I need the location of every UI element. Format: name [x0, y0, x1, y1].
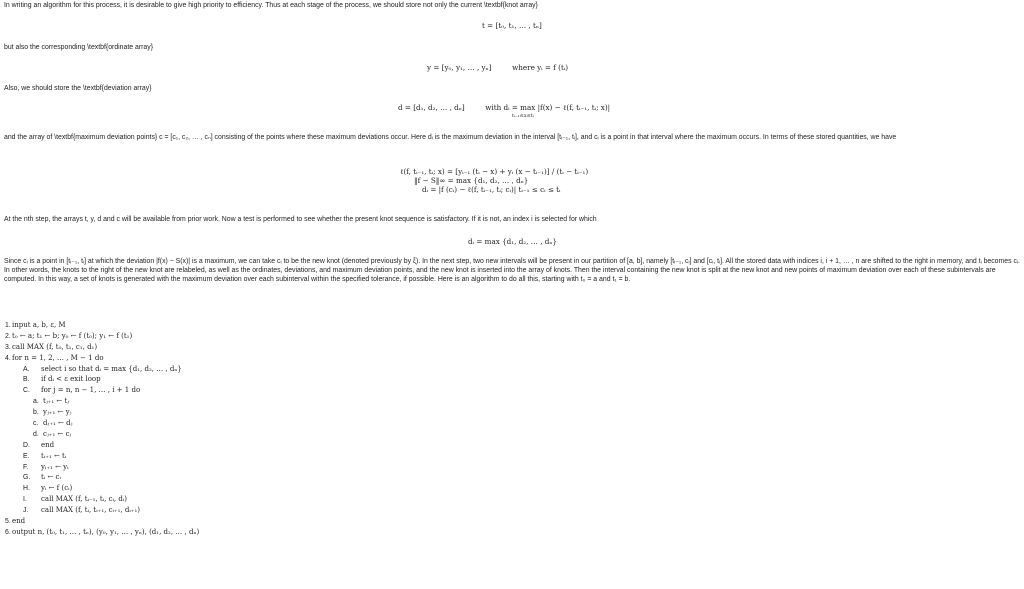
- norm-equation: ‖f − S‖∞ = max {d₁, d₂, … , dₙ}: [414, 176, 529, 185]
- algorithm-step-text: dⱼ₊₁ ← dⱼ: [43, 419, 73, 428]
- interpolant-equation: ℓ(f, tᵢ₋₁, tᵢ; x) = [yᵢ₋₁ (tᵢ − x) + yᵢ (x − tᵢ₋₁)] / (tᵢ − tᵢ₋₁): [400, 167, 589, 176]
- algorithm-step-label: B.: [23, 376, 30, 384]
- algorithm-step-text: end: [12, 517, 26, 526]
- algorithm-step: [5, 396, 199, 407]
- algorithm-step-label: F.: [23, 463, 29, 471]
- deviation-array: d = [d₁, d₂, … , dₙ]: [398, 103, 465, 112]
- algorithm-step: [5, 353, 199, 364]
- algorithm-step: [5, 407, 199, 418]
- algorithm-step-label: 4.: [5, 354, 11, 362]
- algorithm-step-text: tᵢ ← cᵢ: [41, 473, 61, 482]
- algorithm-step: [5, 483, 199, 494]
- algorithm-list: [5, 320, 199, 538]
- algorithm-step-label: 5.: [5, 518, 11, 526]
- algorithm-step-label: 2.: [5, 332, 11, 340]
- ordinate-array: y = [y₀, y₁, … , yₙ]: [427, 63, 492, 72]
- algorithm-step: [5, 385, 199, 396]
- algorithm-step-label: H.: [23, 485, 30, 493]
- algorithm-step: [5, 331, 199, 342]
- algorithm-step-label: E.: [23, 452, 30, 460]
- algorithm-step-text: cⱼ₊₁ ← cⱼ: [43, 429, 72, 438]
- deviation-rhs: |f(x) − ℓ(f, tᵢ₋₁, tᵢ; x)|: [537, 103, 611, 112]
- algorithm-step-label: a.: [33, 398, 39, 406]
- algorithm-step-text: if dᵢ < ε exit loop: [41, 375, 101, 384]
- algorithm-step-text: call MAX (f, t₀, t₁, c₁, d₁): [12, 342, 98, 351]
- algorithm-step-label: d.: [33, 430, 39, 438]
- algorithm-step-text: call MAX (f, tᵢ, tᵢ₊₁, cᵢ₊₁, dᵢ₊₁): [41, 506, 140, 515]
- max-deviation-paragraph: and the array of \textbf{maximum deviation points} c = [c₁, c₂, … , cₙ] consisting of the points where these maximum deviations occur. Here dᵢ is the maximum deviation in the interval [tᵢ₋₁, tᵢ], and cᵢ is a point in that interval where the maximum occurs. In terms of these stored quantities, we have: [4, 134, 897, 141]
- algorithm-step: [5, 429, 199, 440]
- algorithm-step-label: I.: [23, 496, 27, 504]
- algorithm-step-text: for n = 1, 2, … , M − 1 do: [12, 353, 104, 362]
- algorithm-step-text: tᵢ₊₁ ← tᵢ: [41, 451, 67, 460]
- ordinate-array-equation: [427, 63, 568, 72]
- algorithm-step: [5, 440, 199, 451]
- algorithm-step: [5, 418, 199, 429]
- algorithm-step-label: C.: [23, 387, 30, 395]
- knot-array-equation: t = [t₀, t₁, … , tₙ]: [482, 21, 542, 30]
- stored-quantities-system: [400, 167, 588, 194]
- algorithm-step-text: output n, (t₀, t₁, … , tₙ), (y₀, y₁, … , yₙ), (d₁, d₂, … , dₙ): [12, 527, 200, 536]
- algorithm-step: [5, 527, 199, 538]
- since-paragraph: Since cᵢ is a point in [tᵢ₋₁, tᵢ] at which the deviation |f(x) − S(x)| is a maximum, we can take cᵢ to be the new knot (denoted previously by ξ). In the next step, two new intervals will be present in our partition of [a, b], namely [tᵢ₋₁, cᵢ] and [cᵢ, tᵢ]. All the stored data with indices i, i + 1, … , n are shifted to the right in memory, and tᵢ becomes cᵢ. In other words, the knots to the right of the new knot are relabeled, as well as the ordinates, deviations, and maximum deviation points, and the new knot is inserted into the array of knots. Then the interval containing the new knot is split at the new knot and new points of maximum deviation over each of these subintervals are computed. In this way, a set of knots is generated with the maximum deviation over each subinterval within the specified tolerance, if possible. Here is an algorithm to do all this, starting with t₀ = a and t₁ = b.: [4, 258, 1020, 283]
- algorithm-step-text: t₀ ← a; t₁ ← b; y₀ ← f (t₀); y₁ ← f (t₁): [12, 331, 133, 340]
- algorithm-step-label: D.: [23, 441, 30, 449]
- algorithm-step: [5, 472, 199, 483]
- select-index-equation: dᵢ = max {d₁, d₂, … , dₙ}: [468, 237, 558, 246]
- algorithm-step: [5, 494, 199, 505]
- algorithm-step: [5, 320, 199, 331]
- algorithm-step: [5, 342, 199, 353]
- deviation-with: with dᵢ = max: [485, 103, 536, 112]
- algorithm-step-label: b.: [33, 409, 39, 417]
- ordinate-where: where yᵢ = f (tᵢ): [512, 63, 569, 72]
- algorithm-step-label: c.: [33, 420, 39, 428]
- deviation-max-subscript: tᵢ₋₁≤x≤tᵢ: [512, 113, 534, 119]
- algorithm-step: [5, 451, 199, 462]
- algorithm-step-text: call MAX (f, tᵢ₋₁, tᵢ, cᵢ, dᵢ): [41, 495, 127, 504]
- algorithm-step-text: end: [41, 440, 55, 449]
- algorithm-step-label: G.: [23, 474, 31, 482]
- step-paragraph: At the nth step, the arrays t, y, d and c will be available from prior work. Now a test is performed to see whether the present knot sequence is satisfactory. If it is not, an index i is selected for which: [4, 216, 597, 223]
- algorithm-step-label: 3.: [5, 343, 11, 351]
- deviation-array-equation: [398, 103, 610, 112]
- algorithm-step: [5, 516, 199, 527]
- deviation-paragraph: Also, we should store the \textbf{deviation array}: [4, 85, 152, 92]
- algorithm-step-label: J.: [23, 507, 29, 515]
- algorithm-step-text: input a, b, ε, M: [12, 321, 66, 329]
- algorithm-step-label: A.: [23, 365, 30, 373]
- algorithm-step-text: tⱼ₊₁ ← tⱼ: [43, 397, 70, 406]
- algorithm-step: [5, 462, 199, 473]
- deviation-equation: dᵢ = |f (cᵢ) − ℓ(f, tᵢ₋₁, tᵢ; cᵢ)| tᵢ₋₁ ≤ cᵢ ≤ tᵢ: [422, 185, 561, 194]
- algorithm-step-text: for j = n, n − 1, … , i + 1 do: [41, 386, 141, 395]
- algorithm-step: [5, 364, 199, 375]
- algorithm-step: [5, 505, 199, 516]
- intro-paragraph: In writing an algorithm for this process, it is desirable to give high priority to efficiency. Thus at each stage of the process, we should store not only the current \textbf{knot array}: [4, 2, 538, 9]
- ordinate-paragraph: but also the corresponding \textbf{ordinate array}: [4, 44, 154, 51]
- algorithm-step-label: 6.: [5, 528, 11, 536]
- algorithm-step-label: 1.: [5, 322, 11, 329]
- algorithm-step-text: yᵢ₊₁ ← yᵢ: [41, 462, 69, 471]
- algorithm-step-text: yᵢ ← f (cᵢ): [41, 484, 73, 493]
- algorithm-step-text: select i so that dᵢ = max {d₁, d₂, … , dₙ}: [41, 364, 182, 373]
- algorithm-step-text: yⱼ₊₁ ← yⱼ: [43, 408, 72, 417]
- algorithm-step: [5, 374, 199, 385]
